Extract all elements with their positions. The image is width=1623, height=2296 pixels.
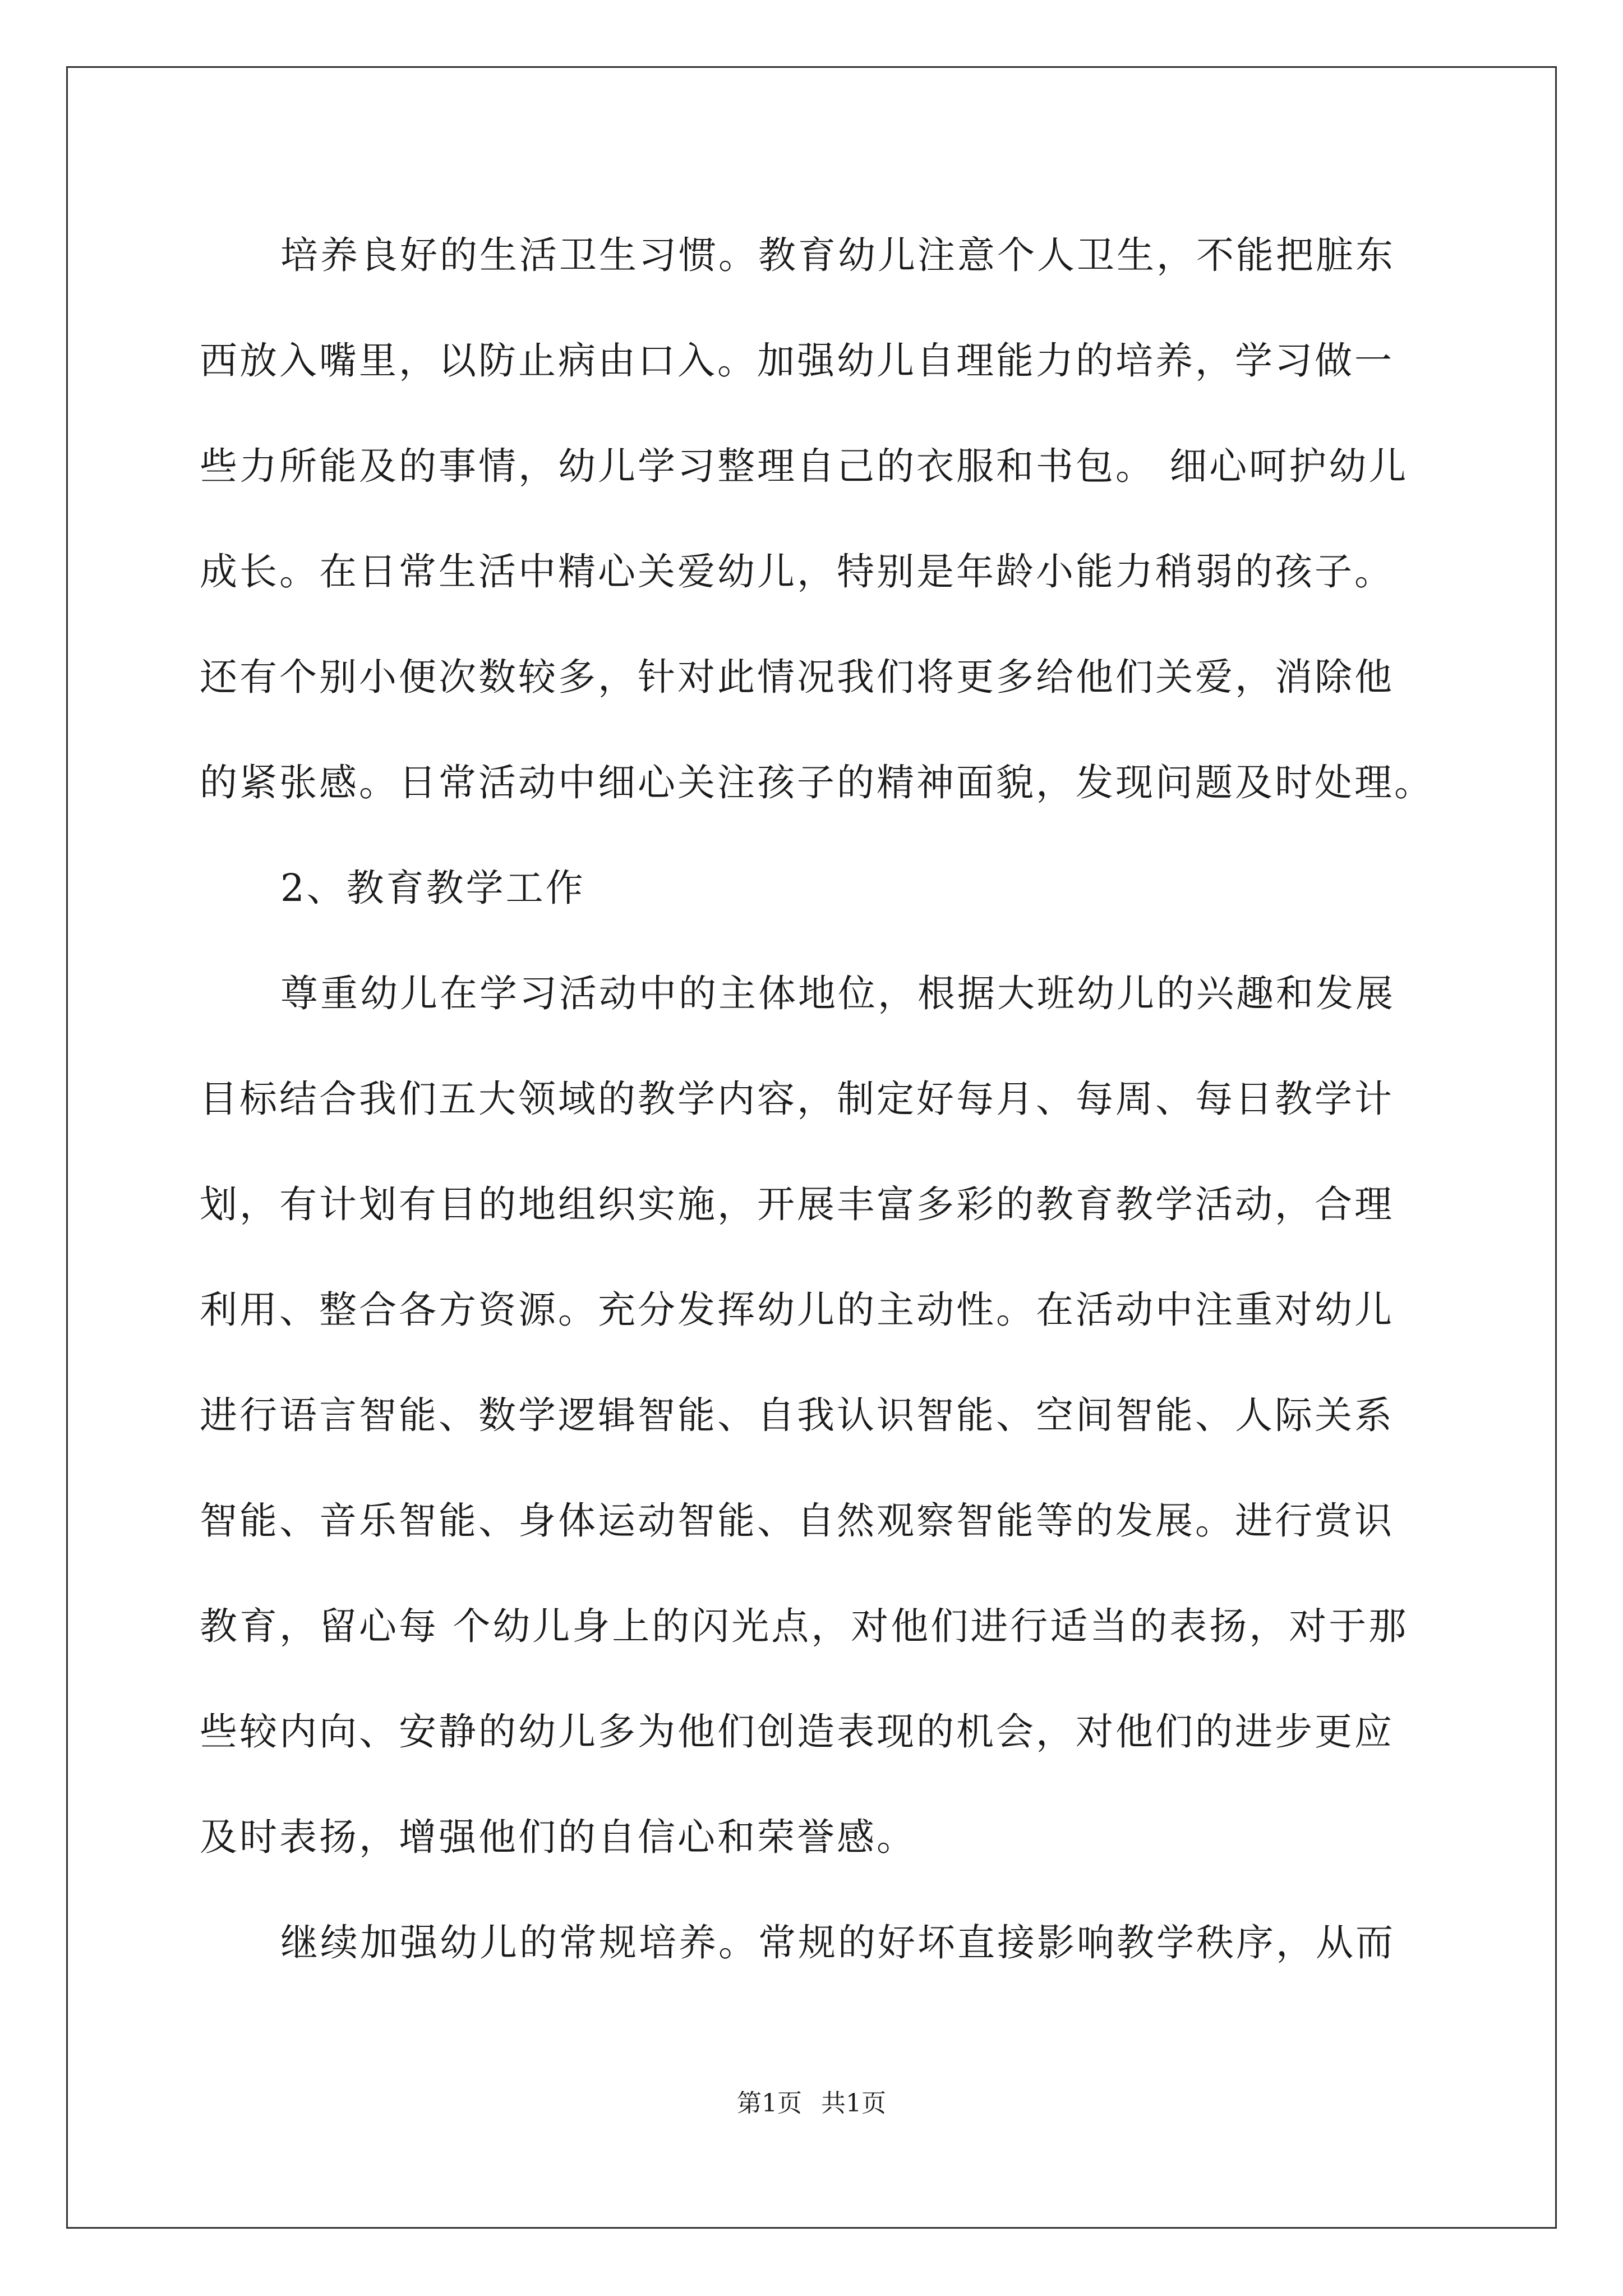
text-line: 划，有计划有目的地组织实施，开展丰富多彩的教育教学活动，合理 (200, 1182, 1394, 1226)
text-line: 进行语言智能、数学逻辑智能、自我认识智能、空间智能、人际关系 (200, 1393, 1394, 1437)
text-line: 西放入嘴里，以防止病由口入。加强幼儿自理能力的培养，学习做一 (200, 339, 1394, 383)
text-line: 培养良好的生活卫生习惯。教育幼儿注意个人卫生，不能把脏东 (280, 233, 1395, 277)
text-line: 继续加强幼儿的常规培养。常规的好坏直接影响教学秩序，从而 (280, 1921, 1395, 1964)
text-line: 目标结合我们五大领域的教学内容，制定好每月、每周、每日教学计 (200, 1077, 1394, 1121)
text-line: 成长。在日常生活中精心关爱幼儿，特别是年龄小能力稍弱的孩子。 (200, 550, 1394, 593)
text-line: 教育，留心每 个幼儿身上的闪光点，对他们进行适当的表扬，对于那 (200, 1604, 1409, 1648)
page-total: 共1页 (821, 2089, 886, 2118)
text-line: 及时表扬，增强他们的自信心和荣誉感。 (200, 1815, 916, 1859)
text-line: 利用、整合各方资源。充分发挥幼儿的主动性。在活动中注重对幼儿 (200, 1288, 1394, 1332)
section-heading: 2、教育教学工作 (280, 866, 585, 910)
text-line: 智能、音乐智能、身体运动智能、自然观察智能等的发展。进行赏识 (200, 1499, 1394, 1543)
text-line: 些力所能及的事情，幼儿学习整理自己的衣服和书包。 细心呵护幼儿 (200, 444, 1409, 488)
text-line: 还有个别小便次数较多，针对此情况我们将更多给他们关爱，消除他 (200, 655, 1394, 699)
page-number: 第1页 (737, 2089, 802, 2118)
page-border (66, 66, 1557, 2229)
text-line: 尊重幼儿在学习活动中的主体地位，根据大班幼儿的兴趣和发展 (280, 972, 1395, 1015)
text-line: 的紧张感。日常活动中细心关注孩子的精神面貌，发现问题及时处理。 (200, 761, 1434, 804)
page-footer (0, 2087, 1623, 2120)
text-line: 些较内向、安静的幼儿多为他们创造表现的机会，对他们的进步更应 (200, 1710, 1394, 1754)
